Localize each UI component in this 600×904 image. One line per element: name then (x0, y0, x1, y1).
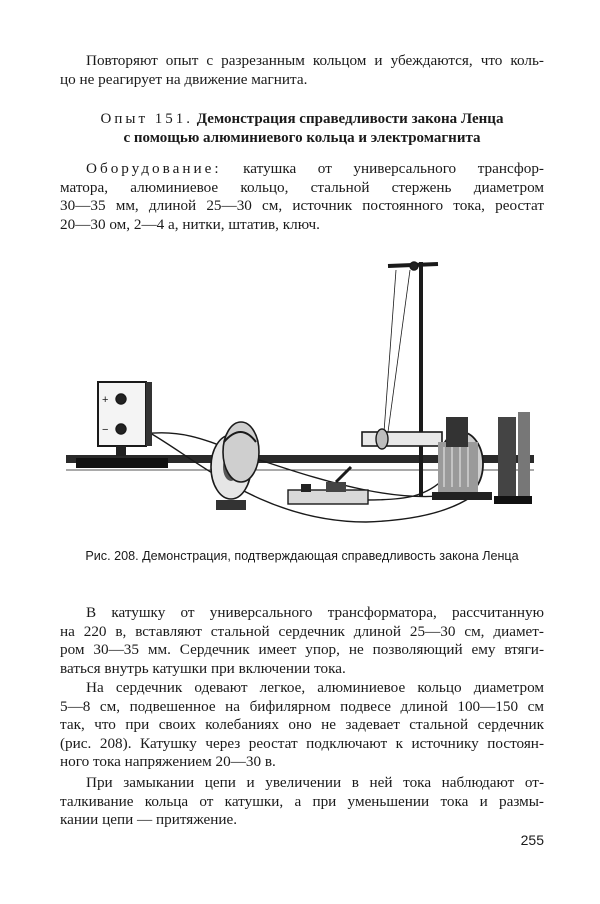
equipment-line-1-rest: катушка от универсального трансфор- (243, 160, 544, 177)
p3-line-2: талкивание кольца от катушки, а при уменьшении тока и размы- (60, 792, 544, 810)
panel-plus-label: + (102, 394, 109, 406)
bifilar-thread-right (388, 270, 410, 432)
p1-line-1: В катушку от универсального трансформатора, рассчитанную (86, 604, 544, 621)
p2-line-5: ного тока напряжением 20—30 в. (60, 753, 276, 771)
equipment-line-1 (60, 160, 544, 179)
experiment-title-line-2: с помощью алюминиевого кольца и электромагнита (123, 130, 481, 146)
equipment-line-2: матора, алюминиевое кольцо, стальной стержень диаметром (60, 178, 544, 196)
p1-line-4: ваться внутрь катушки при включении тока. (60, 659, 346, 677)
p3-line-3: кании цепи — притяжение. (60, 811, 238, 829)
aluminium-ring (376, 429, 388, 449)
panel-minus-label: − (102, 424, 109, 436)
body-paragraph-1 (60, 604, 544, 678)
experiment-label: Опыт 151. (100, 111, 194, 127)
p2-line-1: На сердечник одевают легкое, алюминиевое кольцо диаметром (86, 679, 544, 696)
page-number: 255 (520, 832, 544, 848)
p2-line-2: 5—8 см, подвешенное на бифилярном подвесе длиной 100—150 см (60, 697, 544, 715)
equipment-line-4: 20—30 ом, 2—4 а, нитки, штатив, ключ. (60, 215, 320, 233)
p3-line-1: При замыкании цепи и увеличении в ней тока наблюдают от- (86, 774, 544, 791)
rheostat (211, 422, 259, 510)
figure-caption: Рис. 208. Демонстрация, подтверждающая справедливость закона Ленца (85, 549, 519, 563)
p1-line-2: на 220 в, вставляют стальной сердечник длиной 25—30 см, диамет- (60, 622, 544, 640)
intro-paragraph (60, 52, 544, 89)
p2-line-4: (рис. 208). Катушку через реостат подключают к источнику постоян- (60, 734, 544, 752)
bifilar-thread-left (384, 270, 396, 432)
figure-208-apparatus (66, 252, 534, 542)
transformer-core (494, 412, 532, 504)
coil (432, 417, 492, 500)
p2-line-3: так, что при своих колебаниях оно не задевает стальной сердечник (60, 716, 544, 734)
equipment-paragraph (60, 160, 544, 234)
experiment-heading (60, 110, 544, 129)
p1-line-3: ром 30—35 мм. Сердечник имеет упор, не позволяющий ему втяги- (60, 641, 544, 659)
intro-line-1: Повторяют опыт с разрезанным кольцом и убеждаются, что коль- (86, 52, 544, 69)
intro-line-2: цо не реагирует на движение магнита. (60, 70, 308, 88)
equipment-line-3: 30—35 мм, длиной 25—30 см, источник постоянного тока, реостат (60, 197, 544, 215)
experiment-title-line-1: Демонстрация справедливости закона Ленца (196, 111, 504, 127)
steel-core (362, 432, 442, 446)
body-paragraph-2 (60, 679, 544, 772)
equipment-label: Оборудование: (86, 160, 222, 177)
body-paragraph-3 (60, 774, 544, 830)
